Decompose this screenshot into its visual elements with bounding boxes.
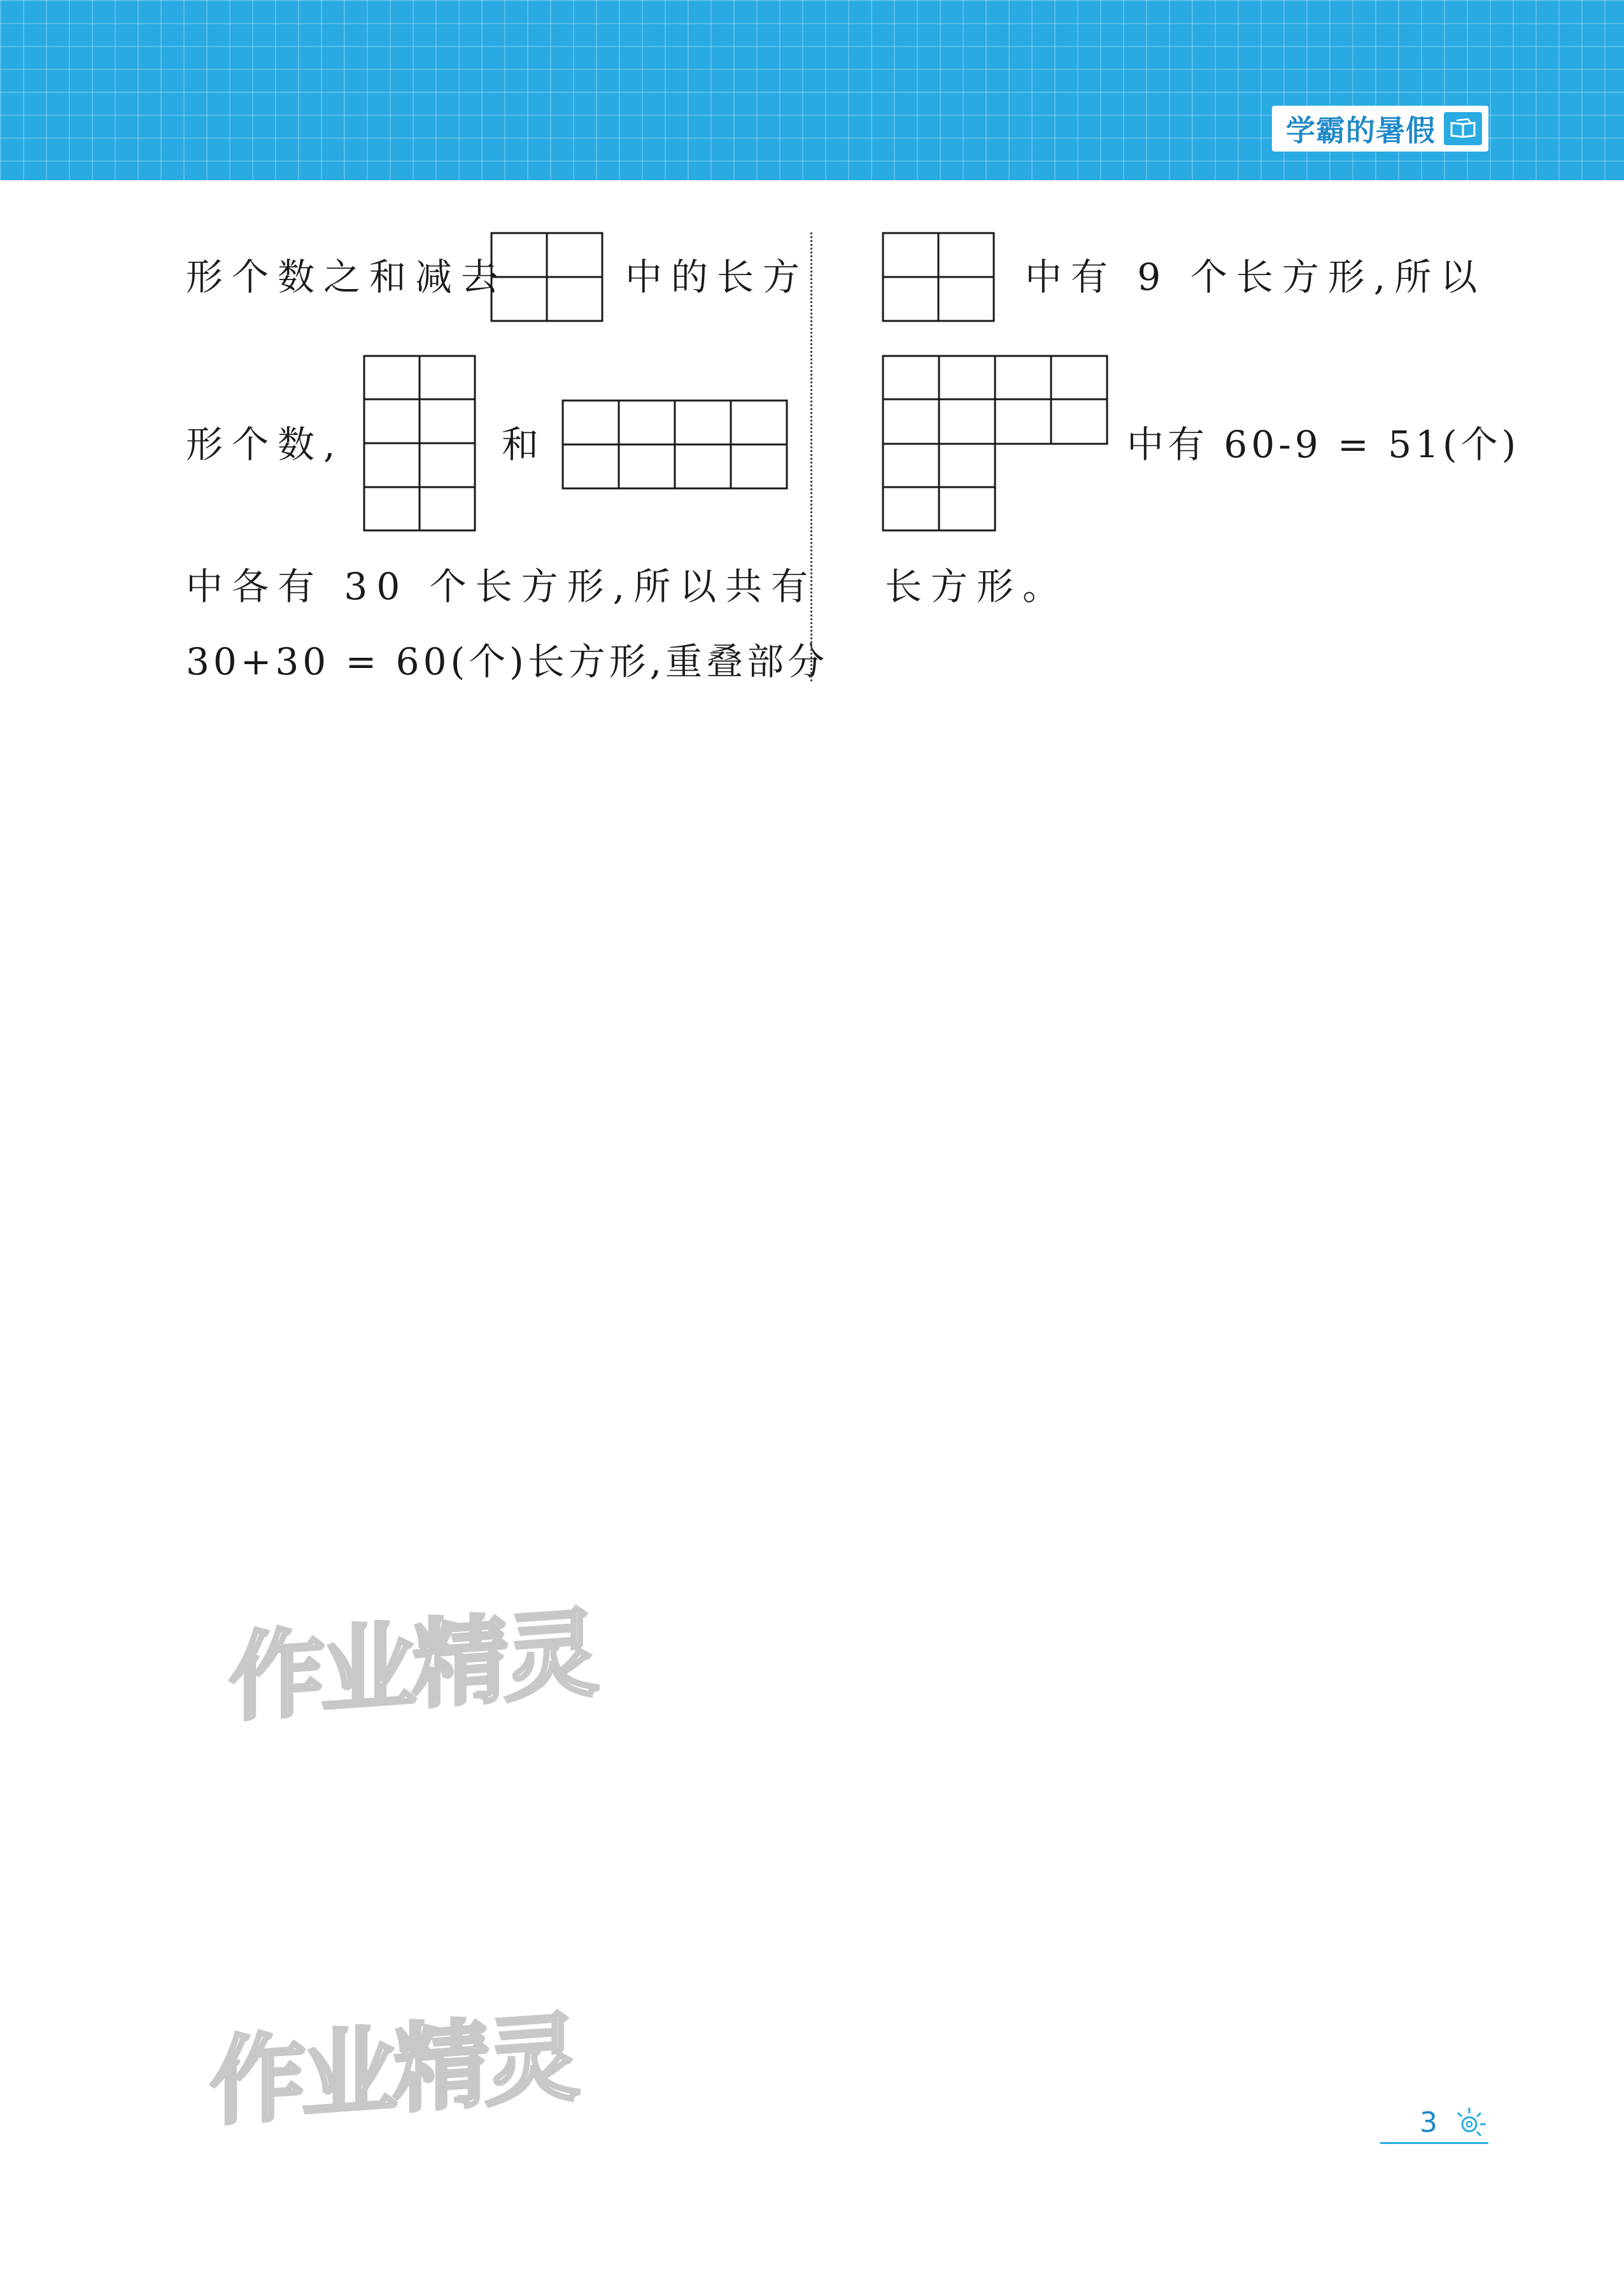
- column-divider: [810, 232, 812, 681]
- sun-spiral-icon: [1451, 2105, 1490, 2141]
- right-line-3: 长方形。: [885, 565, 1069, 608]
- header-banner: [0, 0, 1624, 180]
- grid-2x4-tall: [363, 355, 477, 533]
- left-line-2-before: 形个数,: [186, 423, 344, 466]
- watermark-2: 作业精灵: [210, 2002, 577, 2140]
- left-line-1-before: 形个数之和减去: [186, 255, 507, 299]
- watermark-1: 作业精灵: [229, 1598, 597, 1735]
- grid-2x2-left: [490, 232, 605, 322]
- left-line-3: 中各有 30 个长方形,所以共有: [186, 565, 817, 608]
- grid-2x2-right: [882, 232, 996, 322]
- left-line-4: 30+30 = 60(个)长方形,重叠部分: [186, 640, 829, 683]
- page-number-footer: [1380, 2105, 1488, 2144]
- right-line-2-after: 中有 60-9 = 51(个): [1127, 423, 1520, 466]
- page-number: 3: [1420, 2106, 1437, 2139]
- grid-l-shape: [882, 355, 1108, 533]
- book-icon: [1444, 112, 1482, 145]
- grid-4x2-wide: [561, 399, 788, 490]
- right-line-1-after: 中有 9 个长方形,所以: [1025, 255, 1486, 299]
- left-line-1-after: 中的长方: [625, 255, 809, 299]
- brand-badge: [1272, 106, 1488, 152]
- left-line-2-middle: 和: [502, 423, 548, 466]
- brand-title: 学霸的暑假: [1286, 113, 1436, 148]
